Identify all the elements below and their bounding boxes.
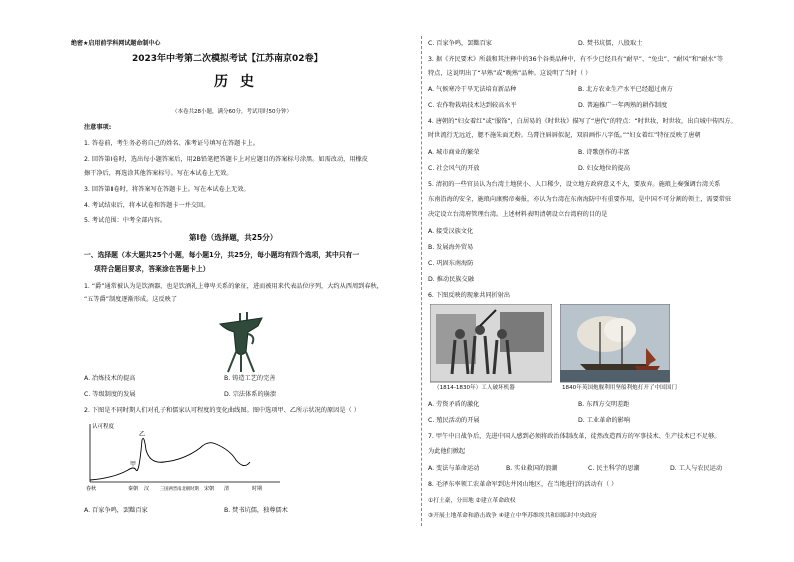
instruction-item: 5. 考试范围：中考全部内容。 <box>84 217 167 224</box>
q6-image-warship-battle <box>560 304 670 384</box>
q1-option-c[interactable]: C. 等级制度的发展 <box>84 391 136 398</box>
q6-option-d[interactable]: D. 工业革命的影响 <box>578 417 631 424</box>
q7-option-d[interactable]: D. 工人与农民运动 <box>670 465 723 472</box>
q6-stem: 6. 下图反映的现象共同折射出 <box>428 292 511 299</box>
q5-stem-line3: 决定设立台湾府管理台湾。上述材料表明清朝设立台湾府的目的是 <box>428 211 608 218</box>
chart-label-yi: 乙 <box>139 431 146 438</box>
q3-stem-line1: 3. 据《齐民要术》所载和其注释中的36个谷类品种中，有不少已经具有“耐旱”、“免虫”、“耐风”和“耐水”等 <box>428 56 724 63</box>
q7-option-b[interactable]: B. 实业救国的浪潮 <box>506 465 558 472</box>
q7-stem-line2: 为此他们掀起 <box>428 448 466 455</box>
section-instructions-line1: 一、选择题（本大题共25个小题，每小题1分，共25分，每小题均有四个选项，其中只有一 <box>84 251 360 259</box>
q1-option-a[interactable]: A. 冶炼技术的提高 <box>84 375 136 382</box>
q5-option-b[interactable]: B. 发展海外贸易 <box>428 244 474 251</box>
q6-image2-caption: 1840年英国炮舰利用坚船利炮打开了中国国门 <box>562 385 677 391</box>
q2-option-a[interactable]: A. 百家争鸣，罢黜百家 <box>84 507 148 514</box>
part1-title: 第Ⅰ卷（选择题，共25分） <box>189 233 278 242</box>
chart-xtick: 宋朝 <box>204 486 215 492</box>
q1-stem-line2: “五等爵”制度逐渐形成。这反映了 <box>84 296 178 303</box>
q4-option-b[interactable]: B. 诗歌创作的丰富 <box>578 149 630 156</box>
q8-items-line1: ①打土豪，分田地 ②建立革命政权 <box>428 498 516 504</box>
instruction-item: 2. 回答第Ⅰ卷时，选出每小题答案后，用2B铅笔把答题卡上对应题目的答案标号涂黑。如需改动，用橡皮 <box>84 156 368 163</box>
chart-xtick: 秦朝 <box>128 486 139 492</box>
q3-option-a[interactable]: A. 气候寒冷干旱无法培育新品种 <box>428 86 517 93</box>
q4-option-c[interactable]: C. 社会风气的开放 <box>428 165 480 172</box>
chart-label-jia: 甲 <box>130 461 137 468</box>
chart-xtick: 春秋 <box>86 486 97 492</box>
q7-option-a[interactable]: A. 变法与革命运动 <box>428 465 480 472</box>
q6-image1-caption: （1814-1830年）工人破坏机器 <box>434 385 515 391</box>
q3-stem-line2: 特点，这说明出了“早熟”或“晚熟”品种。这说明了当时（ ） <box>428 70 592 77</box>
q5-option-c[interactable]: C. 巩固东南海防 <box>428 260 474 267</box>
chart-xtick: 时期 <box>252 486 263 492</box>
instruction-item: 3. 回答第Ⅱ卷时，将答案写在答题卡上。写在本试卷上无效。 <box>84 186 250 193</box>
header-note: 绝密★启用前学科网试题命制中心 <box>71 40 161 47</box>
q6-option-a[interactable]: A. 劳资矛盾的激化 <box>428 401 480 408</box>
q8-stem: 8. 毛泽东率领工农革命军到达井冈山地区，在当地进行的活动有（ ） <box>428 481 618 488</box>
column-divider <box>421 36 422 526</box>
q2-option-d[interactable]: D. 焚书坑儒，八股取士 <box>578 40 643 47</box>
q2-stem: 2. 下图是不同时期人们对孔子和儒家认可程度的变化曲线图。图中选项甲、乙所示状况的原因是（ ） <box>84 407 360 414</box>
section-instructions-line2: 项符合题目要求，答案涂在答题卡上） <box>94 265 210 273</box>
q5-option-a[interactable]: A. 接受汉族文化 <box>428 228 474 235</box>
q4-stem-line2: 时世流行无远近，腮不施朱面无粉。乌膏注唇唇似泥，双眉画作八字低。”“妇女着红”特征反映了唐朝 <box>428 132 701 139</box>
q4-stem-line1: 4. 唐朝的“妇女着红”或“服饰”，白居易的《时世妆》描写了“唐代”的特点：“时世妆，时世妆，出自城中传四方。 <box>428 118 737 125</box>
exam-meta: （本卷共28小题，满分60分，考试用时50分钟） <box>172 109 292 115</box>
q7-option-c[interactable]: C. 民主科学的思潮 <box>588 465 640 472</box>
bronze-jue-image <box>212 312 270 374</box>
left-column <box>71 0 414 562</box>
q5-stem-line1: 5. 清初的一些官员认为台湾土地狭小、人口稀少，设立地方政府意义不大，要放弃。施琅上奏强调台湾关系 <box>428 181 721 188</box>
instruction-item: 1. 答卷前，考生务必将自己的姓名、准考证号填写在答题卡上。 <box>84 140 259 147</box>
q3-option-c[interactable]: C. 农作物栽培技术达到较高水平 <box>428 102 517 109</box>
chart-xtick: 三国两晋南北朝时期 <box>160 487 199 492</box>
q6-option-b[interactable]: B. 东西方交明差距 <box>578 401 630 408</box>
q2-option-b[interactable]: B. 焚书坑儒，独尊儒术 <box>224 507 288 514</box>
q2-curve-chart <box>84 420 284 495</box>
instructions-heading: 注意事项: <box>84 124 112 131</box>
q1-option-b[interactable]: B. 铸造工艺的完善 <box>224 375 276 382</box>
q2-option-c[interactable]: C. 百家争鸣，罢黜百家 <box>428 40 492 47</box>
q6-image-workers-breaking-machines <box>430 304 552 394</box>
q3-option-b[interactable]: B. 北方农业生产水平已经超过南方 <box>578 86 673 93</box>
instruction-item: 擦干净后，再选涂其他答案标号。写在本试卷上无效。 <box>84 170 233 177</box>
q5-stem-line2: 东南沿海的安全，施琅向康熙帝奏报，亦认为台湾在东南海防中有重要作用，是中国不可分割的领土，需要常驻 <box>428 196 732 203</box>
chart-curve <box>90 438 250 480</box>
q1-option-d[interactable]: D. 宗法体系的崩溃 <box>224 391 277 398</box>
q8-items-line2: ③开展土地革命和游击战争 ④建立中华苏维埃共和国临时中央政府 <box>428 513 597 519</box>
q3-option-d[interactable]: D. 普遍推广一年两熟的耕作制度 <box>578 102 668 109</box>
right-column <box>428 0 768 562</box>
q1-stem-line1: 1. “爵”通常被认为是饮酒器，也是饮酒礼上尊卑关系的象征，进而被用来代表品位序列，大约从西周到春秋， <box>84 283 383 290</box>
chart-xtick: 汉 <box>144 486 150 492</box>
subject-title: 历史 <box>214 74 266 90</box>
q5-option-d[interactable]: D. 推动民族交融 <box>428 276 474 283</box>
q7-stem-line1: 7. 甲午中日战争后，先进中国人感到必须将政治体制改革，徒然改造西方的军事技术、生产技术已不足够。 <box>428 433 721 440</box>
chart-ylabel: 认可程度 <box>92 424 115 430</box>
q4-option-d[interactable]: D. 妇女地位的提高 <box>578 165 631 172</box>
exam-title: 2023年中考第二次模拟考试【江苏南京02卷】 <box>132 54 323 64</box>
q6-option-c[interactable]: C. 殖民活动的开展 <box>428 417 480 424</box>
instruction-item: 4. 考试结束后，将本试卷和答题卡一并交回。 <box>84 202 210 209</box>
chart-xtick: 清 <box>224 486 230 492</box>
q4-option-a[interactable]: A. 城市商业的繁荣 <box>428 149 480 156</box>
